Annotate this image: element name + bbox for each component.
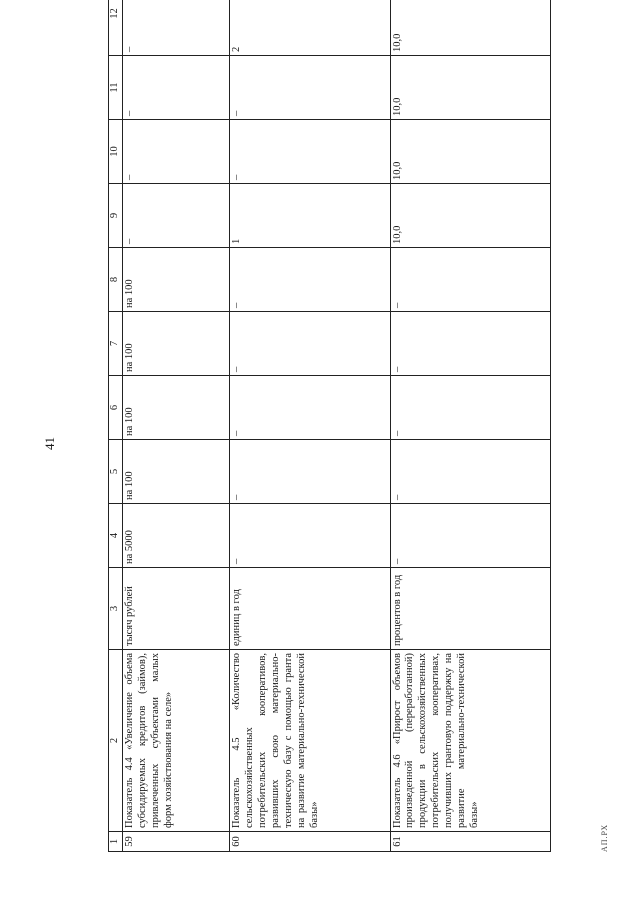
- row-number: 60: [230, 832, 390, 852]
- value-cell: –: [390, 376, 550, 440]
- row-number: 61: [390, 832, 550, 852]
- header-cell: 10: [109, 120, 123, 184]
- value-cell: –: [230, 504, 390, 568]
- indicator-table-rotated: [108, 8, 551, 852]
- value-cell: на 100: [122, 376, 229, 440]
- indicator-text: Показатель 4.6 «Прирост объемов произведенной (переработанной) продукции в сельскохозяйственных потребительских кооперативах, получивших грантовую поддержку на развитие материально-технической базы»: [390, 650, 550, 832]
- indicator-table: [108, 0, 551, 852]
- value-cell: –: [390, 312, 550, 376]
- value-cell: –: [122, 0, 229, 56]
- header-cell: 8: [109, 248, 123, 312]
- header-cell: 9: [109, 184, 123, 248]
- header-cell: 5: [109, 440, 123, 504]
- header-cell: 11: [109, 56, 123, 120]
- value-cell: на 100: [122, 312, 229, 376]
- value-cell: 10,0: [390, 56, 550, 120]
- value-cell: –: [390, 248, 550, 312]
- unit-cell: тысяч рублей: [122, 568, 229, 650]
- table-row: [122, 0, 229, 852]
- value-cell: –: [122, 184, 229, 248]
- value-cell: –: [230, 248, 390, 312]
- value-cell: –: [230, 440, 390, 504]
- header-cell: 7: [109, 312, 123, 376]
- header-cell: 4: [109, 504, 123, 568]
- value-cell: 1: [230, 184, 390, 248]
- indicator-text: Показатель 4.4 «Увеличение объема субсидируемых кредитов (займов), привлеченных субъектами малых форм хозяйствования на селе»: [122, 650, 229, 832]
- header-cell: 2: [109, 650, 123, 832]
- value-cell: –: [230, 120, 390, 184]
- value-cell: –: [390, 504, 550, 568]
- page-number: 41: [42, 437, 57, 450]
- value-cell: на 100: [122, 440, 229, 504]
- unit-cell: единиц в год: [230, 568, 390, 650]
- value-cell: на 100: [122, 248, 229, 312]
- header-cell: 12: [109, 0, 123, 56]
- value-cell: –: [122, 120, 229, 184]
- table-row: [390, 0, 550, 852]
- header-cell: 6: [109, 376, 123, 440]
- value-cell: –: [390, 440, 550, 504]
- indicator-text: Показатель 4.5 «Количество сельскохозяйственных потребительских кооперативов, развивших свою материально-техническую базу с помощью гранта на развитие материально-технической базы»: [230, 650, 390, 832]
- value-cell: –: [122, 56, 229, 120]
- table-row: [230, 0, 390, 852]
- value-cell: 10,0: [390, 184, 550, 248]
- value-cell: на 5000: [122, 504, 229, 568]
- value-cell: –: [230, 376, 390, 440]
- footer-code: АП.РХ: [600, 823, 609, 852]
- value-cell: –: [230, 312, 390, 376]
- value-cell: 10,0: [390, 120, 550, 184]
- unit-cell: процентов в год: [390, 568, 550, 650]
- header-cell: 3: [109, 568, 123, 650]
- value-cell: 10,0: [390, 0, 550, 56]
- row-number: 59: [122, 832, 229, 852]
- value-cell: –: [230, 56, 390, 120]
- header-cell: 1: [109, 832, 123, 852]
- table-header-row: [109, 0, 123, 852]
- value-cell: 2: [230, 0, 390, 56]
